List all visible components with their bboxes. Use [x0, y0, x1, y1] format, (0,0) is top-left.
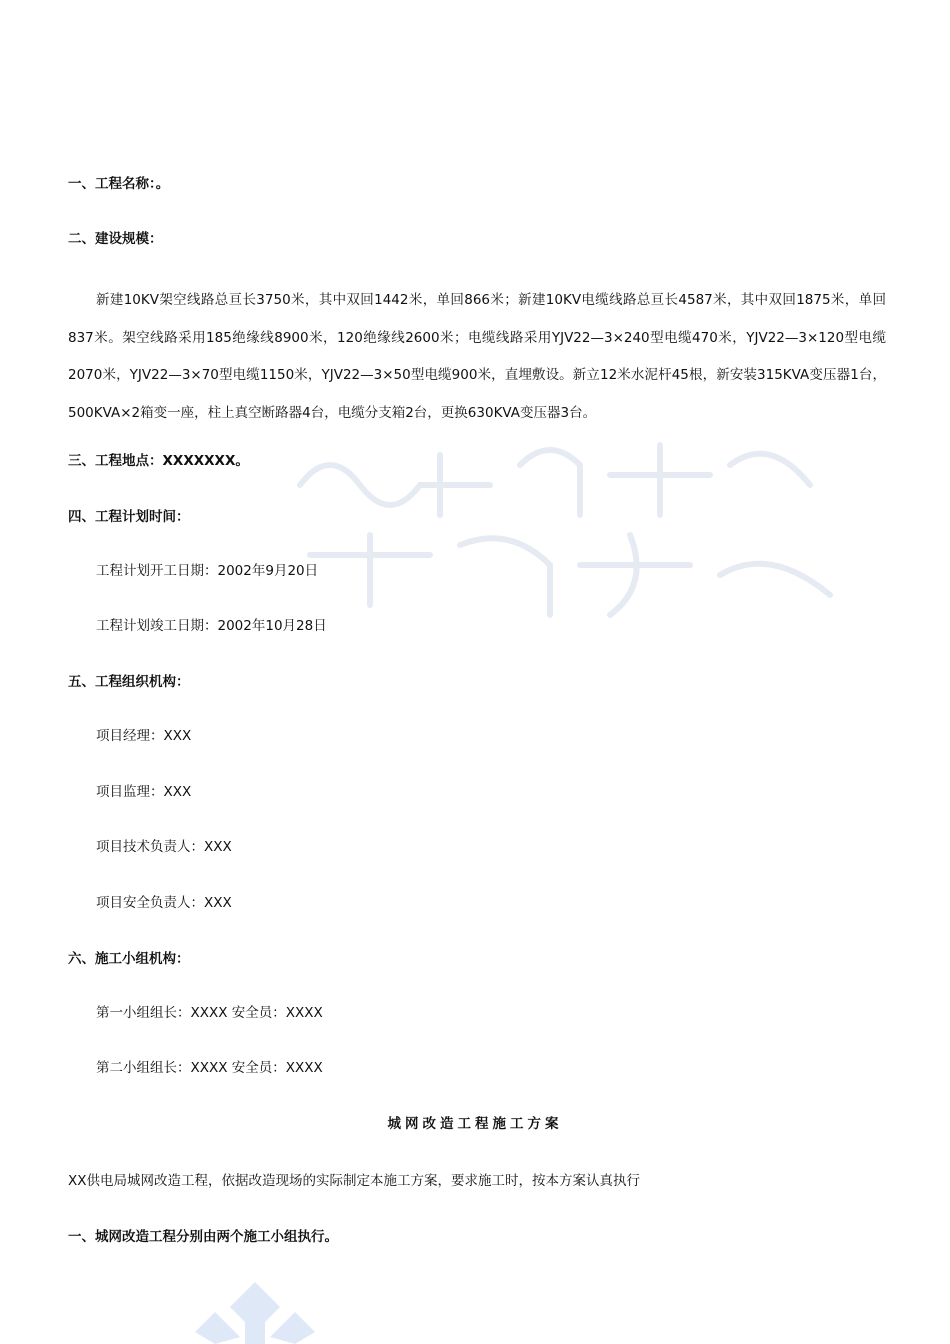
plan-item-1: 一、城网改造工程分别由两个施工小组执行。	[68, 1229, 338, 1245]
plan-title: 城网改造工程施工方案	[387, 1116, 563, 1132]
planned-start-date: 工程计划开工日期：2002年9月20日	[96, 563, 319, 579]
group-2-info: 第二小组组长：XXXX 安全员：XXXX	[96, 1060, 323, 1076]
project-manager: 项目经理：XXX	[96, 728, 192, 744]
technical-lead: 项目技术负责人：XXX	[96, 839, 232, 855]
project-supervisor: 项目监理：XXX	[96, 784, 192, 800]
safety-lead: 项目安全负责人：XXX	[96, 895, 232, 911]
section-5-title: 五、工程组织机构：	[68, 674, 190, 690]
watermark-graphic	[290, 425, 850, 635]
section-2-title: 二、建设规模：	[68, 231, 163, 247]
section-3-title: 三、工程地点：XXXXXXX。	[68, 453, 249, 469]
group-1-info: 第一小组组长：XXXX 安全员：XXXX	[96, 1005, 323, 1021]
section-6-title: 六、施工小组机构：	[68, 951, 190, 967]
section-1-title: 一、工程名称：。	[68, 176, 170, 192]
section-4-title: 四、工程计划时间：	[68, 509, 190, 525]
section-2-body: 新建10KV架空线路总亘长3750米，其中双回1442米，单回866米；新建10KV电缆线路总亘长4587米，其中双回1875米，单回837米。架空线路采用185绝缘线8900米，120绝缘线2600米；电缆线路采用YJV22—3×240型电缆470米，YJV22—3×120型电缆2070米，YJV22—3×70型电缆1150米，YJV22—3×50型电缆900米，直埋敷设。新立12米水泥杆45根，新安装315KVA变压器1台，500KVA×2箱变一座，柱上真空断路器4台，电缆分支箱2台，更换630KVA变压器3台。	[68, 292, 886, 421]
plan-intro: XX供电局城网改造工程，依据改造现场的实际制定本施工方案，要求施工时，按本方案认真执行	[68, 1173, 640, 1189]
planned-end-date: 工程计划竣工日期：2002年10月28日	[96, 618, 327, 634]
watermark-logo	[195, 1282, 315, 1344]
